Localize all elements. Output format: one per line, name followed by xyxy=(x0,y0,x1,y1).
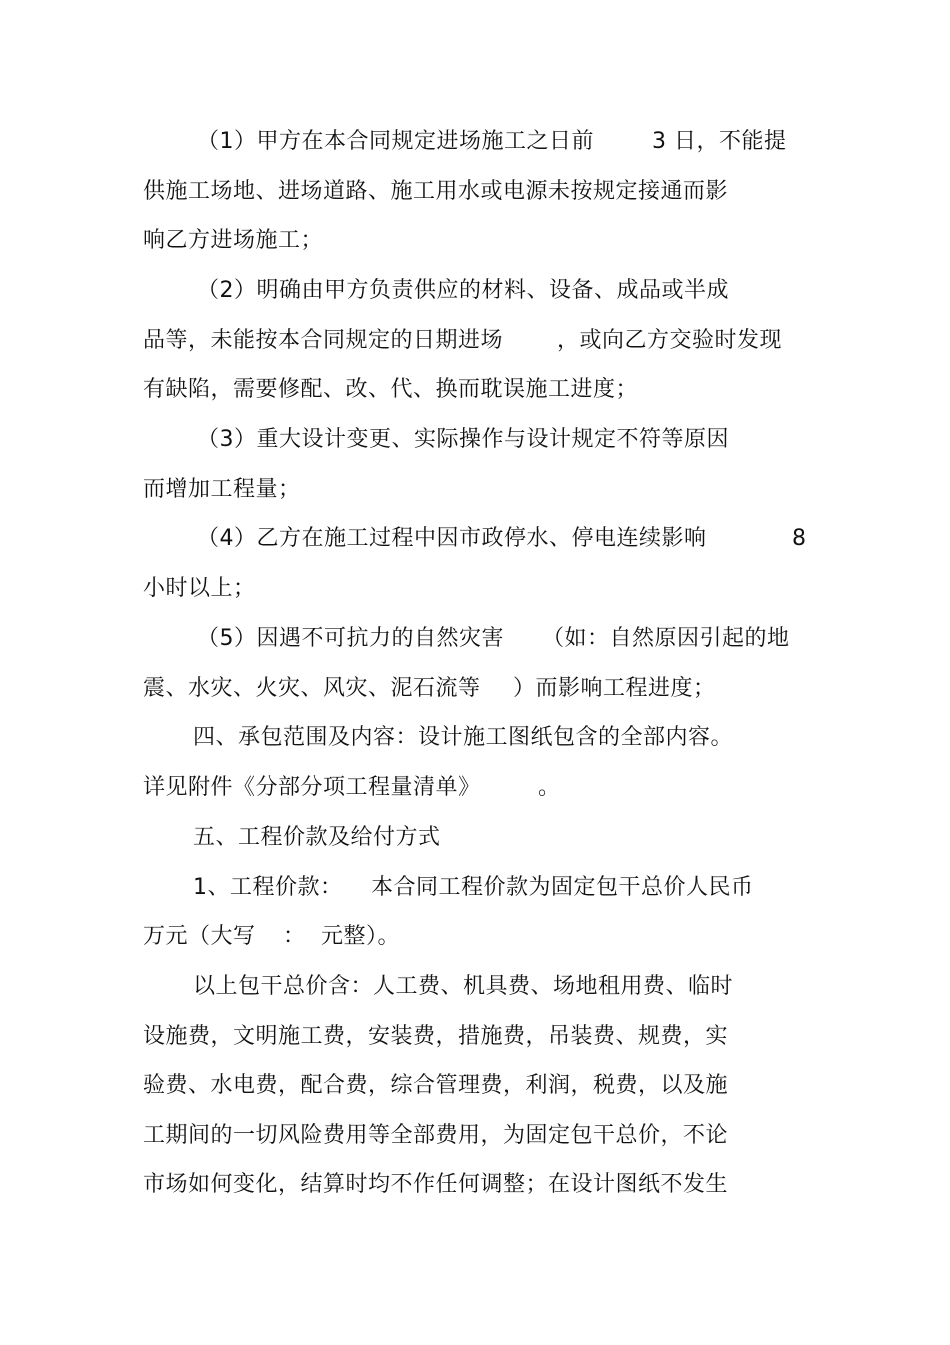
clause-5-text-b: （如：自然原因引起的地 xyxy=(542,626,790,651)
clause-2-line-3: 有缺陷，需要修配、改、代、换而耽误施工进度； xyxy=(143,377,639,402)
clause-2-text-b: ，或向乙方交验时发现 xyxy=(557,328,783,353)
section-4-period: 。 xyxy=(538,775,561,800)
inclusion-line-4: 工期间的一切风险费用等全部费用，为固定包干总价，不论 xyxy=(143,1123,729,1148)
clause-5-text-a: （5）因遇不可抗力的自然灾害 xyxy=(197,626,504,651)
clause-1-line-2: 供施工场地、进场道路、施工用水或电源未按规定接通而影 xyxy=(143,179,729,204)
inclusion-line-2: 设施费，文明施工费，安装费，措施费，吊装费、规费，实 xyxy=(143,1024,729,1049)
price-label: 1、工程价款： xyxy=(193,875,343,900)
clause-2-line-1: （2）明确由甲方负责供应的材料、设备、成品或半成 xyxy=(197,278,729,303)
inclusion-line-3: 验费、水电费，配合费，综合管理费，利润，税费，以及施 xyxy=(143,1073,729,1098)
price-amount-prefix: 万元（大写 xyxy=(143,924,256,949)
price-colon: ： xyxy=(283,924,306,949)
clause-5-text-c: 震、水灾、火灾、风灾、泥石流等 xyxy=(143,676,481,701)
price-amount-suffix: 元整）。 xyxy=(321,924,401,949)
clause-1-line-3: 响乙方进场施工； xyxy=(143,228,324,253)
inclusion-line-5: 市场如何变化，结算时均不作任何调整；在设计图纸不发生 xyxy=(143,1172,729,1197)
clause-1-days: 3 日，不能提 xyxy=(652,129,787,154)
clause-4-text: （4）乙方在施工过程中因市政停水、停电连续影响 xyxy=(197,526,707,551)
inclusion-line-1: 以上包干总价含：人工费、机具费、场地租用费、临时 xyxy=(193,974,734,999)
clause-5-text-d: ）而影响工程进度； xyxy=(513,676,716,701)
clause-3-line-2: 而增加工程量； xyxy=(143,477,301,502)
clause-4-hours: 8 xyxy=(792,526,807,551)
section-4-heading: 四、承包范围及内容：设计施工图纸包含的全部内容。 xyxy=(193,725,734,750)
clause-2-text-a: 品等，未能按本合同规定的日期进场 xyxy=(143,328,504,353)
clause-1-text: （1）甲方在本合同规定进场施工之日前 xyxy=(197,129,594,154)
price-text: 本合同工程价款为固定包干总价人民币 xyxy=(371,875,754,900)
section-5-heading: 五、工程价款及给付方式 xyxy=(193,825,441,850)
clause-4-line-2: 小时以上； xyxy=(143,576,256,601)
clause-3-line-1: （3）重大设计变更、实际操作与设计规定不符等原因 xyxy=(197,427,729,452)
section-4-appendix: 详见附件《分部分项工程量清单》 xyxy=(143,775,481,800)
